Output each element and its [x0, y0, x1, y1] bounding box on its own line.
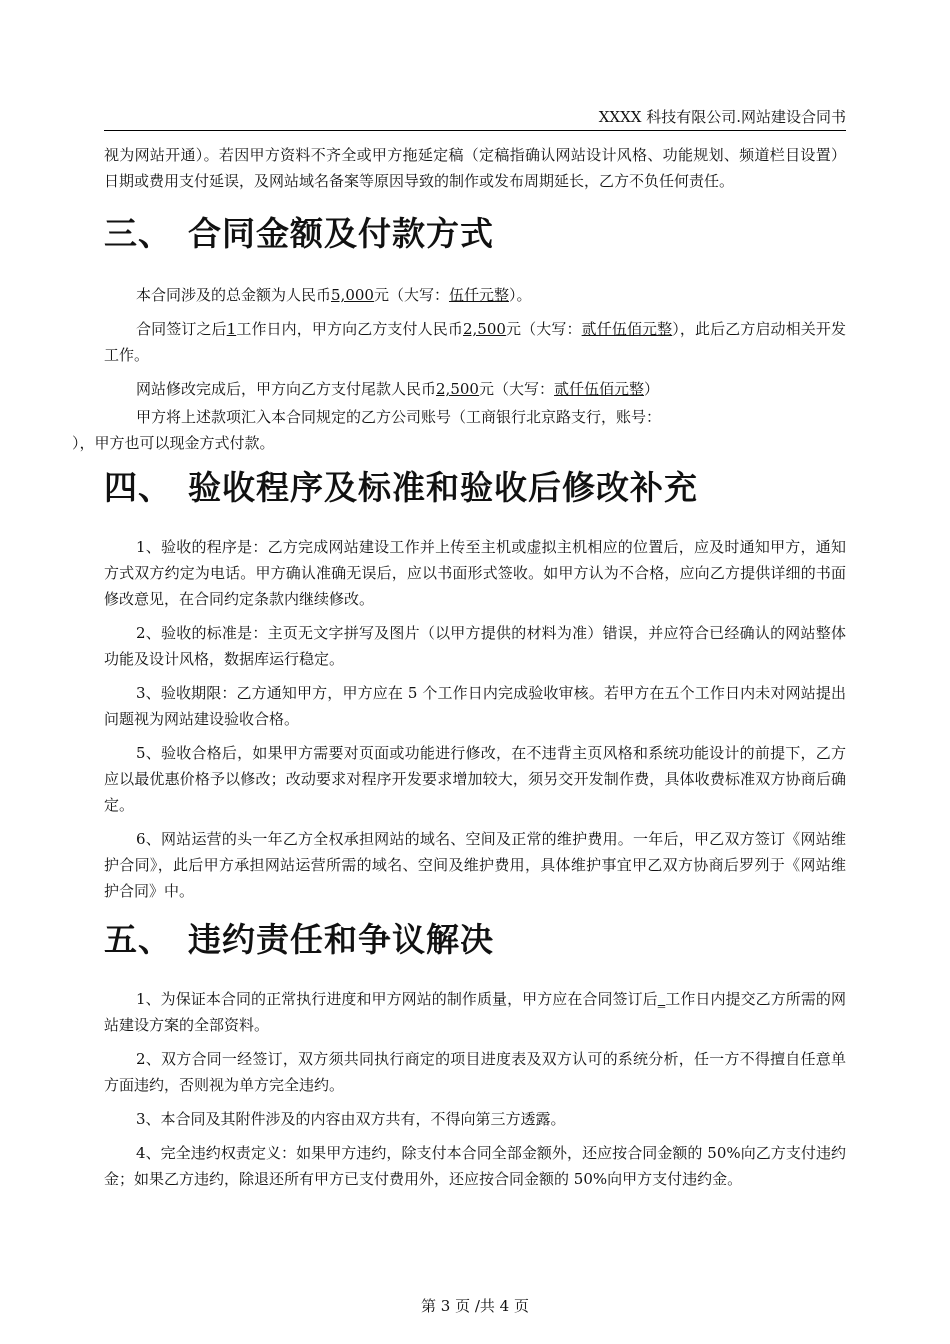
section-5-heading [104, 914, 846, 966]
section-5-item: 3、本合同及其附件涉及的内容由双方共有，不得向第三方透露。 [136, 1110, 566, 1128]
document-title: XXXX 科技有限公司.网站建设合同书 [598, 108, 846, 126]
section-4-item: 2、验收的标准是：主页无文字拼写及图片（以甲方提供的材料为准）错误，并应符合已经确认的网站整体功能及设计风格，数据库运行稳定。 [104, 624, 846, 668]
first-payment-days: 1 [226, 320, 237, 338]
section-5-item: 2、双方合同一经签订，双方须共同执行商定的项目进度表及双方认可的系统分析，任一方不得擅自任意单方面违约，否则视为单方完全违约。 [104, 1050, 846, 1094]
intro-paragraph: 视为网站开通）。若因甲方资料不齐全或甲方拖延定稿（定稿指确认网站设计风格、功能规划、频道栏目设置）日期或费用支付延误，及网站域名备案等原因导致的制作或发布周期延长，乙方不负任何责任。 [104, 146, 846, 190]
section-3-heading [104, 208, 846, 260]
section-4-item: 5、验收合格后，如果甲方需要对页面或功能进行修改，在不违背主页风格和系统功能设计的前提下，乙方应以最优惠价格予以修改；改动要求对程序开发要求增加较大，须另交开发制作费，具体收费标准双方协商后确定。 [104, 744, 846, 814]
section-4-number: 四、 [104, 468, 172, 507]
section-5-item: 4、完全违约权责定义：如果甲方违约，除支付本合同全部金额外，还应按合同金额的 50%向乙方支付违约金；如果乙方违约，除退还所有甲方已支付费用外，还应按合同金额的 50%向甲方支付违约金。 [104, 1144, 846, 1188]
page-number: 第 3 页 /共 4 页 [421, 1297, 529, 1315]
page-footer [0, 1295, 950, 1317]
total-amount-value: 5,000 [331, 286, 374, 304]
section-4-item: 3、验收期限：乙方通知甲方，甲方应在 5 个工作日内完成验收审核。若甲方在五个工作日内未对网站提出问题视为网站建设验收合格。 [104, 684, 846, 728]
final-payment-words: 贰仟伍佰元整 [553, 380, 644, 398]
section-3-first-payment: 合同签订之后1工作日内，甲方向乙方支付人民币2,500元（大写：贰仟伍佰元整），此后乙方启动相关开发工作。 [104, 320, 846, 364]
section-3-total-amount: 本合同涉及的总金额为人民币5,000元（大写：伍仟元整）。 [136, 286, 532, 304]
section-4-heading [104, 462, 846, 514]
section-5-title: 违约责任和争议解决 [188, 920, 494, 959]
document-body [72, 142, 846, 1192]
section-5-item-1: 1、为保证本合同的正常执行进度和甲方网站的制作质量，甲方应在合同签订后_工作日内提交乙方所需的网站建设方案的全部资料。 [104, 990, 846, 1034]
final-payment-amount: 2,500 [436, 380, 479, 398]
section-4-item: 6、网站运营的头一年乙方全权承担网站的域名、空间及正常的维护费用。一年后，甲乙双方签订《网站维护合同》，此后甲方承担网站运营所需的域名、空间及维护费用，具体维护事宜甲乙双方协商后罗列于《网站维护合同》中。 [104, 830, 846, 900]
total-amount-words: 伍仟元整 [448, 286, 509, 304]
page-header [104, 106, 846, 131]
section-4-title: 验收程序及标准和验收后修改补充 [188, 468, 698, 507]
first-payment-words: 贰仟伍佰元整 [581, 320, 673, 338]
first-payment-amount: 2,500 [462, 320, 506, 338]
section-3-title: 合同金额及付款方式 [188, 214, 494, 253]
section-3-number: 三、 [104, 214, 172, 253]
section-3-bank-account: 甲方将上述款项汇入本合同规定的乙方公司账号（工商银行北京路支行，账号： ），甲方也可以现金方式付款。 [72, 408, 662, 452]
section-3-final-payment: 网站修改完成后，甲方向乙方支付尾款人民币2,500元（大写：贰仟伍佰元整） [136, 380, 660, 398]
submission-days-blank: _ [657, 990, 666, 1008]
section-4-item: 1、验收的程序是：乙方完成网站建设工作并上传至主机或虚拟主机相应的位置后，应及时通知甲方，通知方式双方约定为电话。甲方确认准确无误后，应以书面形式签收。如甲方认为不合格，应向乙方提供详细的书面修改意见，在合同约定条款内继续修改。 [104, 538, 846, 608]
section-5-number: 五、 [104, 920, 172, 959]
